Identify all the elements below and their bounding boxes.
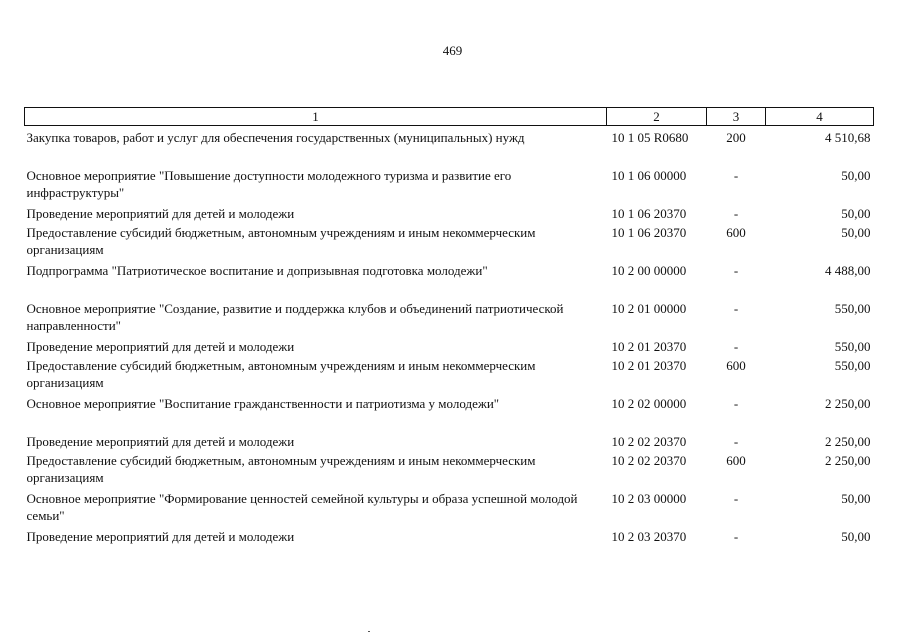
table-row (25, 224, 874, 262)
table-row (25, 262, 874, 300)
column-header-name: 1 (25, 108, 607, 126)
row-amount: 550,00 (834, 358, 871, 373)
row-name: Проведение мероприятий для детей и молодежи (26, 529, 295, 544)
table-row (25, 395, 874, 433)
table-row (25, 357, 874, 395)
row-amount: 50,00 (841, 225, 871, 240)
row-type: 600 (726, 225, 746, 240)
row-name: Закупка товаров, работ и услуг для обеспечения государственных (муниципальных) нужд (26, 130, 525, 145)
row-name: Подпрограмма "Патриотическое воспитание и допризывная подготовка молодежи" (26, 263, 488, 278)
row-name: Предоставление субсидий бюджетным, автономным учреждениям и иным некоммерческим организациям (26, 225, 536, 257)
column-header-amount: 4 (766, 108, 874, 126)
row-code: 10 2 01 20370 (611, 358, 687, 373)
row-code: 10 2 01 00000 (611, 301, 687, 316)
row-code: 10 2 02 20370 (611, 453, 687, 468)
row-code: 10 2 01 20370 (611, 339, 687, 354)
row-name: Проведение мероприятий для детей и молодежи (26, 434, 295, 449)
row-amount: 50,00 (841, 168, 871, 183)
column-header-code: 2 (607, 108, 707, 126)
row-name: Проведение мероприятий для детей и молодежи (26, 339, 295, 354)
table-row (25, 528, 874, 547)
row-type: - (733, 396, 739, 411)
row-type: - (733, 491, 739, 506)
row-code: 10 2 00 00000 (611, 263, 687, 278)
row-type: - (733, 434, 739, 449)
table-row (25, 126, 874, 168)
row-amount: 50,00 (841, 206, 871, 221)
row-name: Основное мероприятие "Создание, развитие и поддержка клубов и объединений патриотической направленности" (26, 301, 564, 333)
row-amount: 550,00 (834, 339, 871, 354)
page-number: 469 (442, 43, 463, 58)
row-name: Основное мероприятие "Воспитание гражданственности и патриотизма у молодежи" (26, 396, 500, 411)
row-code: 10 2 02 20370 (611, 434, 687, 449)
table-row (25, 490, 874, 528)
row-name: Основное мероприятие "Повышение доступности молодежного туризма и развитие его инфраструктуры" (26, 168, 512, 200)
row-amount: 2 250,00 (825, 396, 871, 411)
row-name: Предоставление субсидий бюджетным, автономным учреждениям и иным некоммерческим организациям (26, 453, 536, 485)
row-type: - (733, 301, 739, 316)
row-type: 600 (726, 453, 746, 468)
row-name: Основное мероприятие "Формирование ценностей семейной культуры и образа успешной молодой семьи" (26, 491, 578, 523)
table-row (25, 452, 874, 490)
row-code: 10 1 06 20370 (611, 206, 687, 221)
row-type: 200 (726, 130, 746, 145)
row-code: 10 1 06 00000 (611, 168, 687, 183)
table-row (25, 433, 874, 452)
row-name: Предоставление субсидий бюджетным, автономным учреждениям и иным некоммерческим организациям (26, 358, 536, 390)
row-code: 10 2 03 20370 (611, 529, 687, 544)
row-code: 10 1 05 R0680 (611, 130, 689, 145)
row-code: 10 2 03 00000 (611, 491, 687, 506)
row-amount: 50,00 (841, 491, 871, 506)
table-row (25, 167, 874, 205)
table-row (25, 300, 874, 338)
row-amount: 4 510,68 (825, 130, 871, 145)
budget-table (24, 107, 874, 547)
row-amount: 2 250,00 (825, 434, 871, 449)
table-header-row (25, 108, 874, 126)
row-type: - (733, 529, 739, 544)
table-row (25, 338, 874, 357)
column-header-type: 3 (707, 108, 766, 126)
row-type: - (733, 168, 739, 183)
row-amount: 4 488,00 (825, 263, 871, 278)
row-type: - (733, 263, 739, 278)
row-code: 10 1 06 20370 (611, 225, 687, 240)
scan-speck (368, 631, 370, 632)
table-row (25, 205, 874, 224)
row-code: 10 2 02 00000 (611, 396, 687, 411)
row-name: Проведение мероприятий для детей и молодежи (26, 206, 295, 221)
row-amount: 2 250,00 (825, 453, 871, 468)
row-amount: 550,00 (834, 301, 871, 316)
row-type: - (733, 339, 739, 354)
row-type: 600 (726, 358, 746, 373)
row-type: - (733, 206, 739, 221)
row-amount: 50,00 (841, 529, 871, 544)
